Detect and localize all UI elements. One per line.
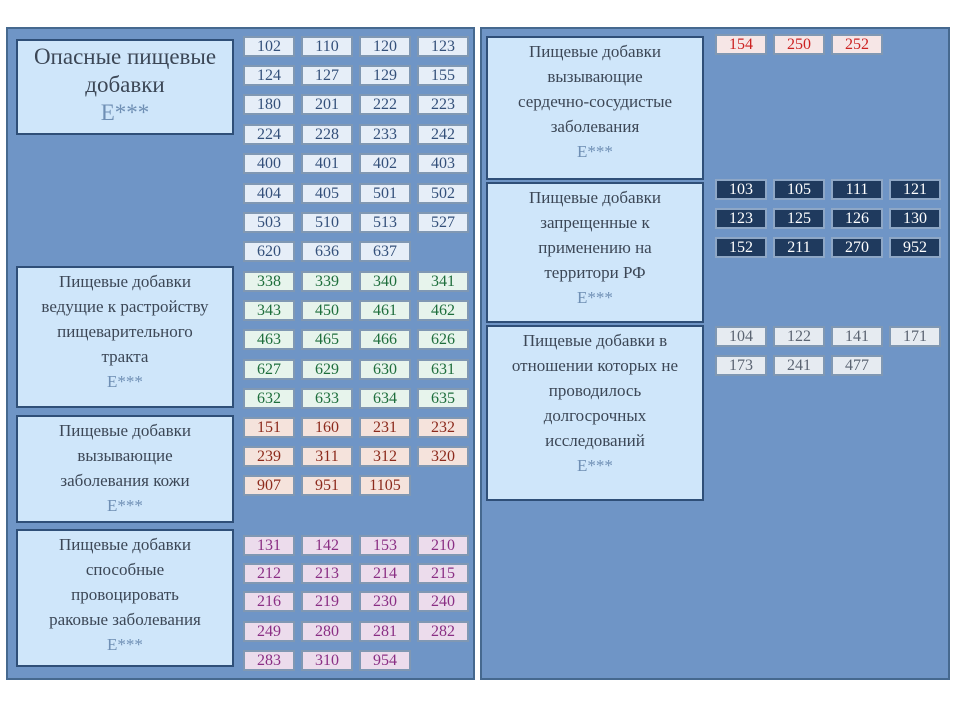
- additive-code-chip: 404: [243, 183, 295, 204]
- label-line: ведущие к растройству: [41, 297, 209, 316]
- label-box-cardio: [486, 36, 704, 180]
- additive-code-chip: 211: [773, 237, 825, 258]
- additive-code-chip: 527: [417, 212, 469, 233]
- additive-code-chip: 465: [301, 329, 353, 350]
- additive-code-chip: 462: [417, 300, 469, 321]
- additive-code-chip: 282: [417, 621, 469, 642]
- additive-code-chip: 951: [301, 475, 353, 496]
- additive-code-chip: 180: [243, 94, 295, 115]
- additive-code-chip: 401: [301, 153, 353, 174]
- label-box-skin: [16, 415, 234, 523]
- additive-code-chip: 105: [773, 179, 825, 200]
- additive-code-chip: 513: [359, 212, 411, 233]
- additive-code-chip: 637: [359, 241, 411, 262]
- additive-code-chip: 153: [359, 535, 411, 556]
- label-line: сердечно-сосудистые: [517, 92, 673, 111]
- additive-code-chip: 123: [715, 208, 767, 229]
- label-line: Пищевые добавки: [59, 272, 191, 291]
- additive-code-chip: 160: [301, 417, 353, 438]
- additive-code-chip: 343: [243, 300, 295, 321]
- additive-code-chip: 952: [889, 237, 941, 258]
- label-line: проводилось: [548, 381, 642, 400]
- additive-code-chip: 340: [359, 271, 411, 292]
- left-panel: [6, 27, 475, 680]
- additive-code-chip: 400: [243, 153, 295, 174]
- additive-code-chip: 219: [301, 591, 353, 612]
- e-code: E***: [100, 100, 150, 125]
- additive-code-chip: 131: [243, 535, 295, 556]
- additive-code-chip: 151: [243, 417, 295, 438]
- additive-code-chip: 212: [243, 563, 295, 584]
- additive-code-chip: 214: [359, 563, 411, 584]
- additive-code-chip: 123: [417, 36, 469, 57]
- additive-code-chip: 155: [417, 65, 469, 86]
- label-line: отношении которых не: [511, 356, 679, 375]
- label-line: провоцировать: [71, 585, 179, 604]
- e-code: E***: [107, 635, 143, 654]
- additive-code-chip: 281: [359, 621, 411, 642]
- additive-code-chip: 510: [301, 212, 353, 233]
- e-code: E***: [577, 142, 613, 161]
- additive-code-chip: 463: [243, 329, 295, 350]
- label-line: вызывающие: [77, 446, 173, 465]
- label-line: пищеварительного: [57, 322, 193, 341]
- additive-code-chip: 239: [243, 446, 295, 467]
- additive-code-chip: 173: [715, 355, 767, 376]
- label-box-untested: [486, 325, 704, 501]
- additive-code-chip: 283: [243, 650, 295, 671]
- additive-code-chip: 122: [773, 326, 825, 347]
- label-line: применению на: [538, 238, 652, 257]
- additive-code-chip: 110: [301, 36, 353, 57]
- label-line: исследований: [545, 431, 645, 450]
- additive-code-chip: 125: [773, 208, 825, 229]
- additive-code-chip: 629: [301, 359, 353, 380]
- additive-code-chip: 630: [359, 359, 411, 380]
- label-line: вызывающие: [547, 67, 643, 86]
- additive-code-chip: 230: [359, 591, 411, 612]
- label-line: Пищевые добавки: [59, 535, 191, 554]
- additive-code-chip: 210: [417, 535, 469, 556]
- additive-code-chip: 632: [243, 388, 295, 409]
- additive-code-chip: 405: [301, 183, 353, 204]
- additive-code-chip: 341: [417, 271, 469, 292]
- additive-code-chip: 633: [301, 388, 353, 409]
- additive-code-chip: 466: [359, 329, 411, 350]
- additive-code-chip: 310: [301, 650, 353, 671]
- additive-code-chip: 228: [301, 124, 353, 145]
- label-line: Пищевые добавки: [529, 42, 661, 61]
- label-line: Пищевые добавки в: [522, 331, 668, 350]
- additive-code-chip: 626: [417, 329, 469, 350]
- additive-code-chip: 338: [243, 271, 295, 292]
- additive-code-chip: 216: [243, 591, 295, 612]
- right-panel: [480, 27, 950, 680]
- label-box-dangerous: [16, 39, 234, 135]
- additive-code-chip: 311: [301, 446, 353, 467]
- additive-code-chip: 130: [889, 208, 941, 229]
- additive-code-chip: 141: [831, 326, 883, 347]
- additive-code-chip: 503: [243, 212, 295, 233]
- label-line: добавки: [85, 72, 165, 97]
- additive-code-chip: 104: [715, 326, 767, 347]
- additive-code-chip: 154: [715, 34, 767, 55]
- additive-code-chip: 1105: [359, 475, 411, 496]
- additive-code-chip: 213: [301, 563, 353, 584]
- additive-code-chip: 121: [889, 179, 941, 200]
- additive-code-chip: 403: [417, 153, 469, 174]
- additive-code-chip: 215: [417, 563, 469, 584]
- additive-code-chip: 127: [301, 65, 353, 86]
- label-line: Опасные пищевые: [33, 44, 217, 69]
- additive-code-chip: 450: [301, 300, 353, 321]
- additive-code-chip: 241: [773, 355, 825, 376]
- additive-code-chip: 620: [243, 241, 295, 262]
- label-line: долгосрочных: [543, 406, 647, 425]
- additive-code-chip: 223: [417, 94, 469, 115]
- additive-code-chip: 627: [243, 359, 295, 380]
- additive-code-chip: 249: [243, 621, 295, 642]
- e-code: E***: [107, 496, 143, 515]
- additive-code-chip: 954: [359, 650, 411, 671]
- additive-code-chip: 171: [889, 326, 941, 347]
- additive-code-chip: 233: [359, 124, 411, 145]
- additive-code-chip: 339: [301, 271, 353, 292]
- additive-code-chip: 231: [359, 417, 411, 438]
- label-line: запрещенные к: [540, 213, 650, 232]
- additive-code-chip: 232: [417, 417, 469, 438]
- additive-code-chip: 129: [359, 65, 411, 86]
- e-code: E***: [577, 456, 613, 475]
- additive-code-chip: 142: [301, 535, 353, 556]
- label-line: заболевания: [550, 117, 640, 136]
- additive-code-chip: 501: [359, 183, 411, 204]
- additive-code-chip: 102: [243, 36, 295, 57]
- label-line: тракта: [101, 347, 149, 366]
- additive-code-chip: 631: [417, 359, 469, 380]
- additive-code-chip: 152: [715, 237, 767, 258]
- additive-code-chip: 320: [417, 446, 469, 467]
- label-line: территори РФ: [544, 263, 646, 282]
- label-line: способные: [85, 560, 165, 579]
- additive-code-chip: 312: [359, 446, 411, 467]
- additive-code-chip: 461: [359, 300, 411, 321]
- label-box-cancer: [16, 529, 234, 667]
- additive-code-chip: 126: [831, 208, 883, 229]
- additive-code-chip: 120: [359, 36, 411, 57]
- additive-code-chip: 502: [417, 183, 469, 204]
- additive-code-chip: 634: [359, 388, 411, 409]
- additive-code-chip: 240: [417, 591, 469, 612]
- label-box-digestive: [16, 266, 234, 408]
- additive-code-chip: 252: [831, 34, 883, 55]
- label-box-banned: [486, 182, 704, 323]
- additive-code-chip: 222: [359, 94, 411, 115]
- e-code: E***: [107, 372, 143, 391]
- additive-code-chip: 224: [243, 124, 295, 145]
- additive-code-chip: 636: [301, 241, 353, 262]
- label-line: раковые заболевания: [49, 610, 201, 629]
- additive-code-chip: 907: [243, 475, 295, 496]
- additive-code-chip: 635: [417, 388, 469, 409]
- e-code: E***: [577, 288, 613, 307]
- additive-code-chip: 280: [301, 621, 353, 642]
- additive-code-chip: 103: [715, 179, 767, 200]
- additive-code-chip: 477: [831, 355, 883, 376]
- label-line: Пищевые добавки: [529, 188, 661, 207]
- additive-code-chip: 111: [831, 179, 883, 200]
- additive-code-chip: 250: [773, 34, 825, 55]
- additive-code-chip: 242: [417, 124, 469, 145]
- additive-code-chip: 270: [831, 237, 883, 258]
- label-line: заболевания кожи: [60, 471, 190, 490]
- additive-code-chip: 124: [243, 65, 295, 86]
- additive-code-chip: 201: [301, 94, 353, 115]
- additive-code-chip: 402: [359, 153, 411, 174]
- label-line: Пищевые добавки: [59, 421, 191, 440]
